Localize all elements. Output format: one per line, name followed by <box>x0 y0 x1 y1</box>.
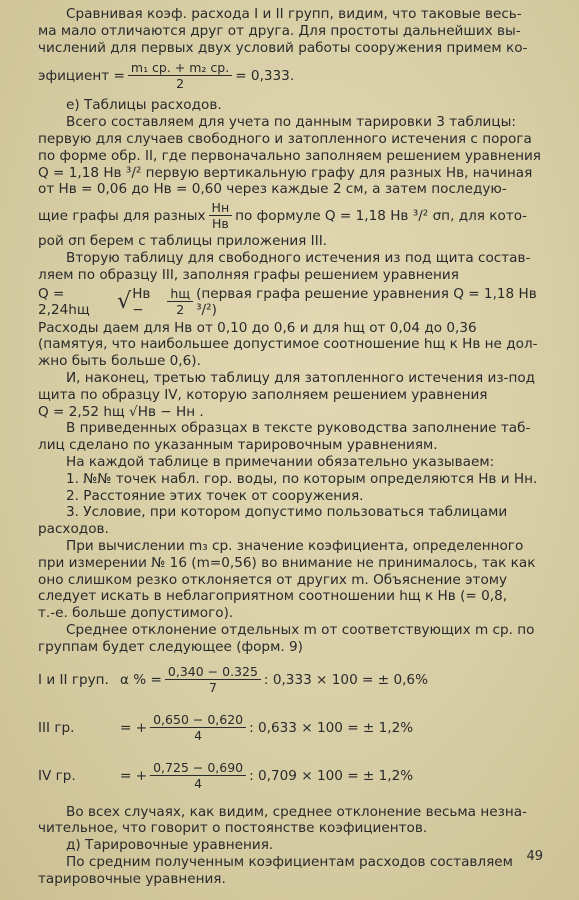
group-label: I и II груп. <box>38 671 109 688</box>
fraction <box>150 760 246 791</box>
text-line: ма мало отличаются друг от друга. Для простоты дальнейших вы- <box>38 22 521 39</box>
sqrt-sign: √ <box>117 288 132 314</box>
fraction <box>209 200 233 231</box>
text-line: ляем по образцу III, заполняя графы решением уравнения <box>38 266 459 283</box>
page-number: 49 <box>526 849 543 864</box>
formula-coefficient <box>38 60 543 91</box>
fraction-numerator: Hн <box>209 200 233 216</box>
deviation-group-1-2 <box>38 656 543 704</box>
fraction-denominator: 4 <box>194 728 203 743</box>
formula-graphs <box>38 200 543 231</box>
deviation-group-3 <box>38 704 543 752</box>
text-line: следует искать в неблагоприятном соотношении hщ к Hв (= 0,8, <box>38 588 508 605</box>
text-line: оно слишком резко отклоняется от других m. Объяснение этому <box>38 571 508 588</box>
fraction-numerator: hщ <box>167 286 193 302</box>
formula-text: Q = 2,24hщ <box>38 285 90 318</box>
fraction <box>150 712 246 743</box>
fraction-numerator: m₁ ср. + m₂ ср. <box>128 60 232 76</box>
list-item: 1. №№ точек набл. гор. воды, по которым определяются Hв и Hн. <box>66 470 538 487</box>
text-line: лиц сделано по указанным тарировочным уравнениям. <box>38 437 438 454</box>
text-line: от Hв = 0,06 до Hв = 0,60 через каждые 2 см, а затем последую- <box>38 181 507 198</box>
text-line: числений для первых двух условий работы сооружения примем ко- <box>38 39 528 56</box>
text-line: Вторую таблицу для свободного истечения из под щита состав- <box>66 249 531 266</box>
fraction-numerator: 0,650 − 0,620 <box>150 712 246 728</box>
formula-text: = 0,333. <box>235 67 295 84</box>
formula-text: : 0,633 × 100 = ± 1,2% <box>249 719 414 736</box>
formula-free-flow <box>38 286 543 318</box>
group-label: IV гр. <box>38 767 76 784</box>
formula-text: (первая графа решение уравнения Q = 1,18 Hв ³/²) <box>196 285 537 318</box>
text-line: тарировочные уравнения. <box>38 870 226 887</box>
text-line: Среднее отклонение отдельных m от соответствующих m ср. по <box>66 621 535 638</box>
formula-text: : 0,333 × 100 = ± 0,6% <box>263 671 428 688</box>
text-line: По средним полученным коэфициентам расходов составляем <box>66 853 513 870</box>
fraction-denominator: Hв <box>211 216 229 232</box>
section-heading-e: e) Таблицы расходов. <box>66 97 222 114</box>
fraction-denominator: 2 <box>176 76 185 92</box>
formula-text: : 0,709 × 100 = ± 1,2% <box>249 767 414 784</box>
fraction-numerator: 0,340 − 0.325 <box>165 664 261 680</box>
text-line: При вычислении m₃ ср. значение коэфициента, определенного <box>66 537 524 554</box>
text-line: по форме обр. II, где первоначально заполняем решением уравнения <box>38 147 541 164</box>
text-line: Всего составляем для учета по данным тарировки 3 таблицы: <box>66 114 516 131</box>
text-line: при измерении № 16 (m=0,56) во внимание не принималось, так как <box>38 554 536 571</box>
text-line: Во всех случаях, как видим, среднее отклонение весьма незна- <box>66 803 527 820</box>
fraction-numerator: 0,725 − 0,690 <box>150 760 246 776</box>
deviation-group-4 <box>38 752 543 800</box>
fraction-denominator: 4 <box>194 776 203 791</box>
list-item-continued: расходов. <box>38 521 109 538</box>
formula-text: эфициент = <box>38 67 125 84</box>
text-line: (памятуя, что наибольшее допустимое соотношение hщ к Hв не дол- <box>38 336 538 353</box>
text-line: И, наконец, третью таблицу для затопленного истечения из-под <box>66 369 536 386</box>
group-label: III гр. <box>38 719 75 736</box>
text-line: Сравнивая коэф. расхода I и II групп, видим, что таковые весь- <box>66 6 522 22</box>
text-line: В приведенных образцах в тексте руководства заполнение таб- <box>66 420 531 437</box>
section-heading-d: д) Тарировочные уравнения. <box>66 837 274 854</box>
fraction <box>165 664 261 695</box>
text-line: жно быть больше 0,6). <box>38 353 201 370</box>
fraction <box>167 286 193 317</box>
formula-text: щие графы для разных <box>38 207 206 224</box>
text-line: На каждой таблице в примечании обязательно указываем: <box>66 453 495 470</box>
text-line: чительное, что говорит о постоянстве коэфициентов. <box>38 820 428 837</box>
formula-text: Hв − <box>132 285 151 318</box>
text-line: группам будет следующее (форм. 9) <box>38 638 303 655</box>
fraction-denominator: 7 <box>208 680 217 695</box>
fraction <box>128 60 232 91</box>
formula-text: = + <box>120 767 148 784</box>
text-line: Расходы даем для Hв от 0,10 до 0,6 и для hщ от 0,04 до 0,36 <box>38 319 477 336</box>
formula-text: по формуле Q = 1,18 Hв ³/² σп, для кото- <box>235 207 527 224</box>
list-item: 3. Условие, при котором допустимо пользоваться таблицами <box>66 504 508 521</box>
formula-text: = + <box>120 719 148 736</box>
text-line: Q = 2,52 hщ √Hв − Hн . <box>38 403 204 420</box>
text-line: т.-е. больше допустимого). <box>38 605 234 622</box>
text-line: Q = 1,18 Hв ³/² первую вертикальную графу для разных Hв, начиная <box>38 164 533 181</box>
formula-text: α % = <box>120 671 162 688</box>
text-line: первую для случаев свободного и затопленного истечения с порога <box>38 130 532 147</box>
text-line: рой σп берем с таблицы приложения III. <box>38 233 328 250</box>
list-item: 2. Расстояние этих точек от сооружения. <box>66 487 364 504</box>
fraction-denominator: 2 <box>176 302 185 318</box>
text-line: щита по образцу IV, которую заполняем решением уравнения <box>38 386 488 403</box>
